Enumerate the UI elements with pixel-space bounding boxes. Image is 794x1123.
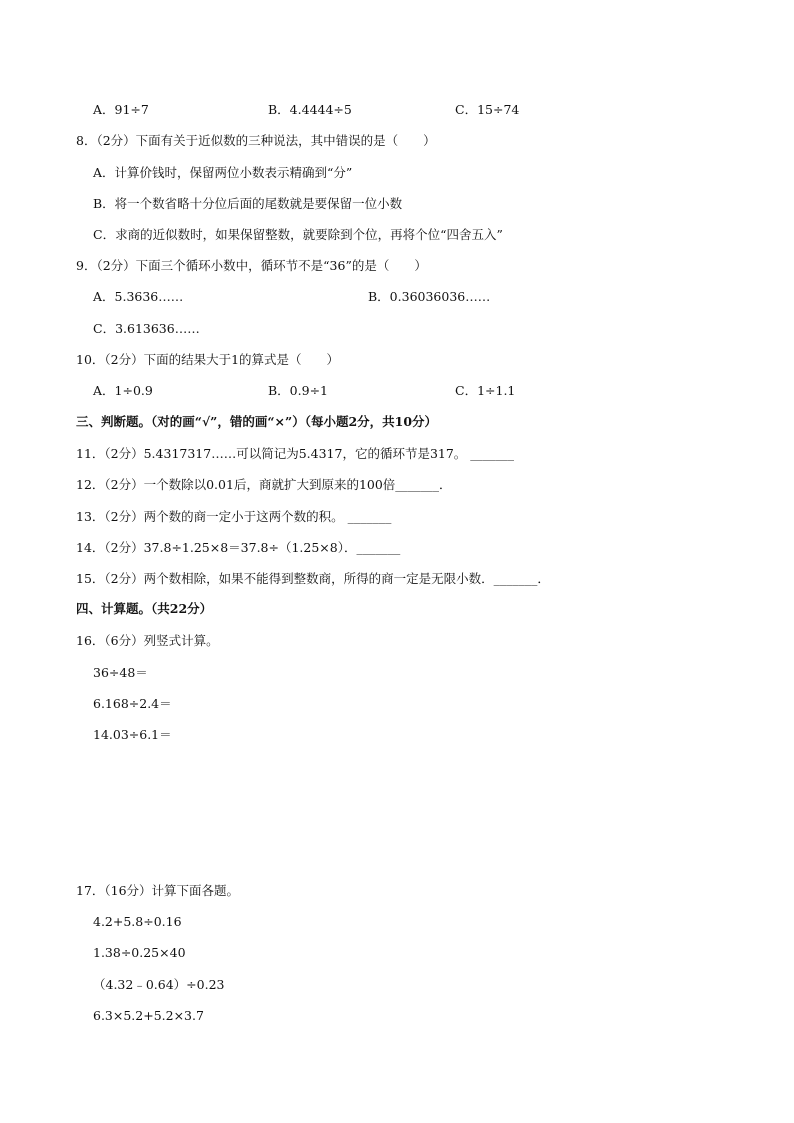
q16-stem: 16．（6分）列竖式计算。: [76, 633, 219, 648]
q16-item: 14.03÷6.1＝: [93, 727, 172, 742]
q7-option-c: C．15÷74: [455, 102, 520, 117]
q17-item: 6.3×5.2+5.2×3.7: [93, 1008, 204, 1023]
q16-item: 36÷48＝: [93, 665, 148, 680]
q8-option-c: C．求商的近似数时，如果保留整数，就要除到个位，再将个位“四舍五入”: [93, 227, 503, 242]
q15: 15．（2分）两个数相除，如果不能得到整数商，所得的商一定是无限小数．_______．: [76, 571, 550, 586]
q9-option-c: C．3.613636……: [93, 321, 200, 336]
q16-item: 6.168÷2.4＝: [93, 696, 172, 711]
q10-option-b: B．0.9÷1: [268, 383, 328, 398]
q13: 13．（2分）两个数的商一定小于这两个数的积。 _______: [76, 509, 392, 524]
section4-heading: 四、计算题。（共22分）: [76, 601, 213, 616]
q8-option-a: A．计算价钱时，保留两位小数表示精确到“分”: [93, 165, 353, 180]
q17-item: 4.2+5.8÷0.16: [93, 914, 182, 929]
q9-option-b: B．0.36036036……: [368, 289, 491, 304]
q8-option-b: B．将一个数省略十分位后面的尾数就是要保留一位小数: [93, 196, 403, 211]
q10-stem: 10．（2分）下面的结果大于1的算式是（ ）: [76, 352, 340, 367]
q9-stem: 9．（2分）下面三个循环小数中，循环节不是“36”的是（ ）: [76, 258, 427, 273]
q7-option-a: A．91÷7: [93, 102, 149, 117]
q14: 14．（2分）37.8÷1.25×8＝37.8÷（1.25×8）．_______: [76, 540, 401, 555]
q9-option-a: A．5.3636……: [93, 289, 184, 304]
q10-option-c: C．1÷1.1: [455, 383, 516, 398]
q12: 12．（2分）一个数除以0.01后，商就扩大到原来的100倍_______．: [76, 477, 452, 492]
q17-stem: 17．（16分）计算下面各题。: [76, 883, 240, 898]
q8-stem: 8．（2分）下面有关于近似数的三种说法，其中错误的是（ ）: [76, 133, 436, 148]
q10-option-a: A．1÷0.9: [93, 383, 153, 398]
q17-item: （4.32﹣0.64）÷0.23: [93, 977, 225, 992]
q17-item: 1.38÷0.25×40: [93, 945, 186, 960]
q7-option-b: B．4.4444÷5: [268, 102, 352, 117]
q11: 11．（2分）5.4317317……可以简记为5.4317，它的循环节是317。 _______: [76, 446, 515, 461]
section3-heading: 三、判断题。（对的画“√”，错的画“×”）（每小题2分，共10分）: [76, 414, 438, 429]
